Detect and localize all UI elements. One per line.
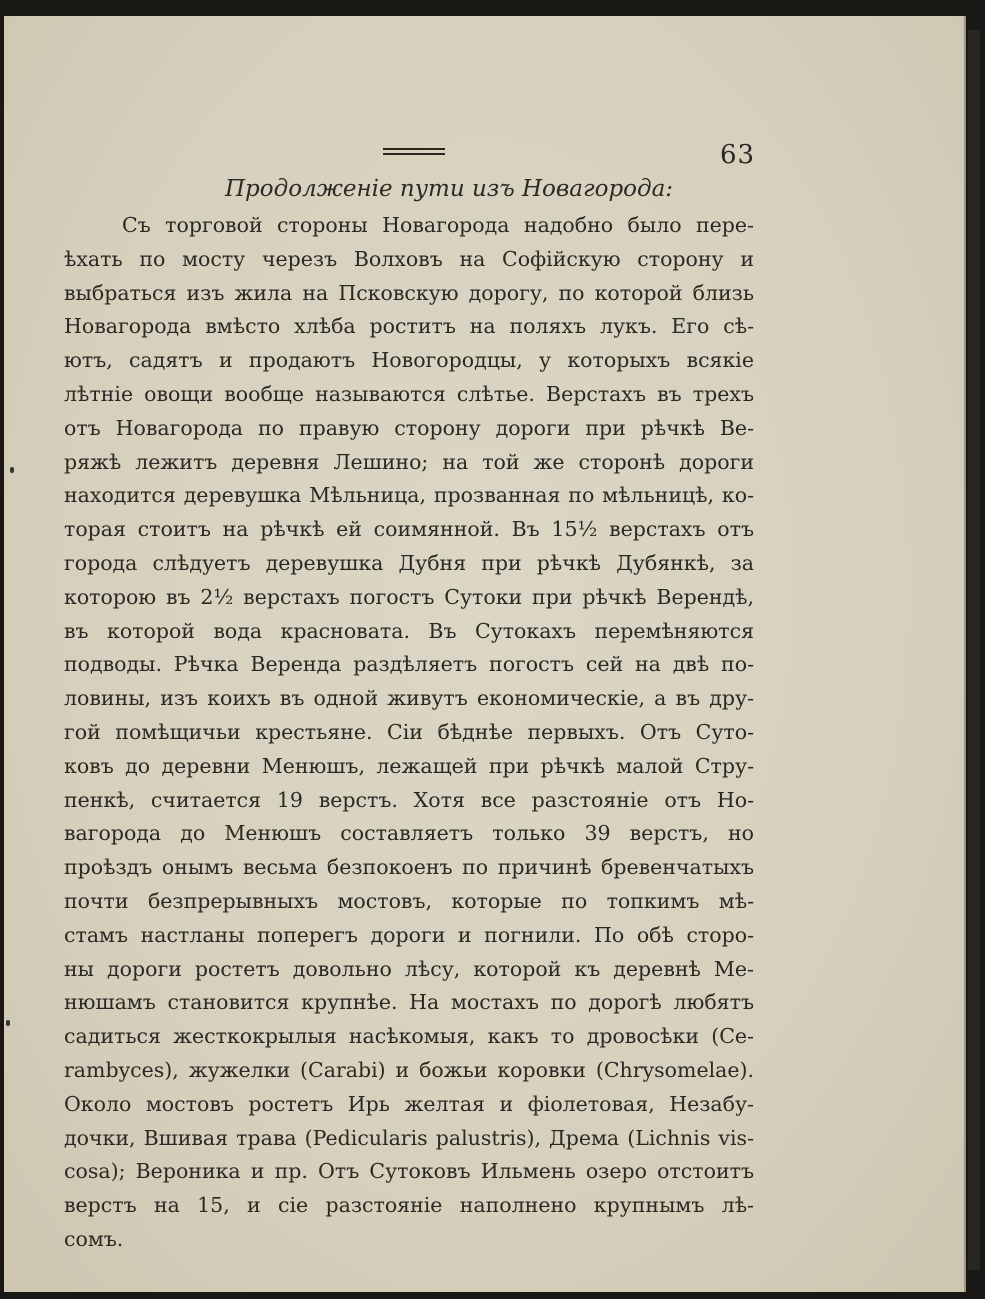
text-line: вагорода до Менюшъ составляетъ только 39 верстъ, но <box>64 821 754 846</box>
text-line: Съ торговой стороны Новагорода надобно было пере- <box>122 213 754 237</box>
text-line: Около мостовъ ростетъ Ирь желтая и фіолетовая, Незабу- <box>64 1091 754 1116</box>
text-line: почти безпрерывныхъ мостовъ, которые по топкимъ мѣ- <box>64 888 754 913</box>
text-line: сомъ. <box>64 1226 124 1251</box>
text-line: проѣздъ онымъ весьма безпокоенъ по причинѣ бревенчатыхъ <box>64 855 754 880</box>
section-heading: Продолженіе пути изъ Новагорода: <box>225 176 674 202</box>
text-line: дочки, Вшивая трава (Pedicularis palustris), Дрема (Lichnis vis- <box>64 1125 754 1150</box>
page-edge <box>968 30 980 1270</box>
text-line: ковъ до деревни Менюшъ, лежащей при рѣчкѣ малой Стру- <box>64 753 754 778</box>
text-line: которою въ 2½ верстахъ погостъ Сутоки при рѣчкѣ Верендѣ, <box>64 584 754 609</box>
page-number: 63 <box>720 140 756 170</box>
header-rule-bottom <box>383 153 445 155</box>
text-line: нюшамъ становится крупнѣе. На мостахъ по дорогѣ любятъ <box>64 990 754 1015</box>
text-line: ловины, изъ коихъ въ одной живутъ економическіе, а въ дру- <box>64 686 754 711</box>
text-line: стамъ настланы поперегъ дороги и погнили. По обѣ сторо- <box>64 922 754 947</box>
body-text <box>64 209 754 1257</box>
margin-mark <box>6 1020 10 1026</box>
margin-mark <box>10 467 14 473</box>
text-line: отъ Новагорода по правую сторону дороги при рѣчкѣ Ве- <box>64 415 754 440</box>
text-line: rambyces), жужелки (Carabi) и божьи коровки (Chrysomelae). <box>64 1057 754 1082</box>
text-line: cosa); Вероника и пр. Отъ Сутоковъ Ильмень озеро отстоитъ <box>64 1159 754 1184</box>
text-line: находится деревушка Мѣльница, прозванная по мѣльницѣ, ко- <box>64 483 754 508</box>
text-line: торая стоитъ на рѣчкѣ ей соимянной. Въ 15½ верстахъ отъ <box>64 517 754 542</box>
text-line: подводы. Рѣчка Веренда раздѣляетъ погостъ сей на двѣ по- <box>64 652 754 677</box>
text-line: въ которой вода красновата. Въ Сутокахъ перемѣняются <box>64 618 754 643</box>
text-line: Новагорода вмѣсто хлѣба роститъ на поляхъ лукъ. Его сѣ- <box>64 314 754 339</box>
text-line: пенкѣ, считается 19 верстъ. Хотя все разстояніе отъ Но- <box>64 787 754 812</box>
text-line: ряжѣ лежитъ деревня Лешино; на той же сторонѣ дороги <box>64 449 754 474</box>
text-line: садиться жесткокрылыя насѣкомыя, какъ то дровосѣки (Ce- <box>64 1024 754 1049</box>
text-line: ѣхать по мосту черезъ Волховъ на Софійскую сторону и <box>64 246 754 271</box>
text-line: лѣтніе овощи вообще называются слѣтье. Верстахъ въ трехъ <box>64 381 754 406</box>
text-line: верстъ на 15, и сіе разстояніе наполнено крупнымъ лѣ- <box>64 1193 754 1218</box>
text-line: ны дороги ростетъ довольно лѣсу, которой къ деревнѣ Ме- <box>64 956 754 981</box>
text-line: ютъ, садятъ и продаютъ Новогородцы, у которыхъ всякіе <box>64 348 754 373</box>
text-line: города слѣдуетъ деревушка Дубня при рѣчкѣ Дубянкѣ, за <box>64 550 754 575</box>
header-rule-top <box>383 148 445 150</box>
text-line: гой помѣщичьи крестьяне. Сіи бѣднѣе первыхъ. Отъ Суто- <box>64 719 754 744</box>
text-line: выбраться изъ жила на Псковскую дорогу, по которой близь <box>64 280 754 305</box>
